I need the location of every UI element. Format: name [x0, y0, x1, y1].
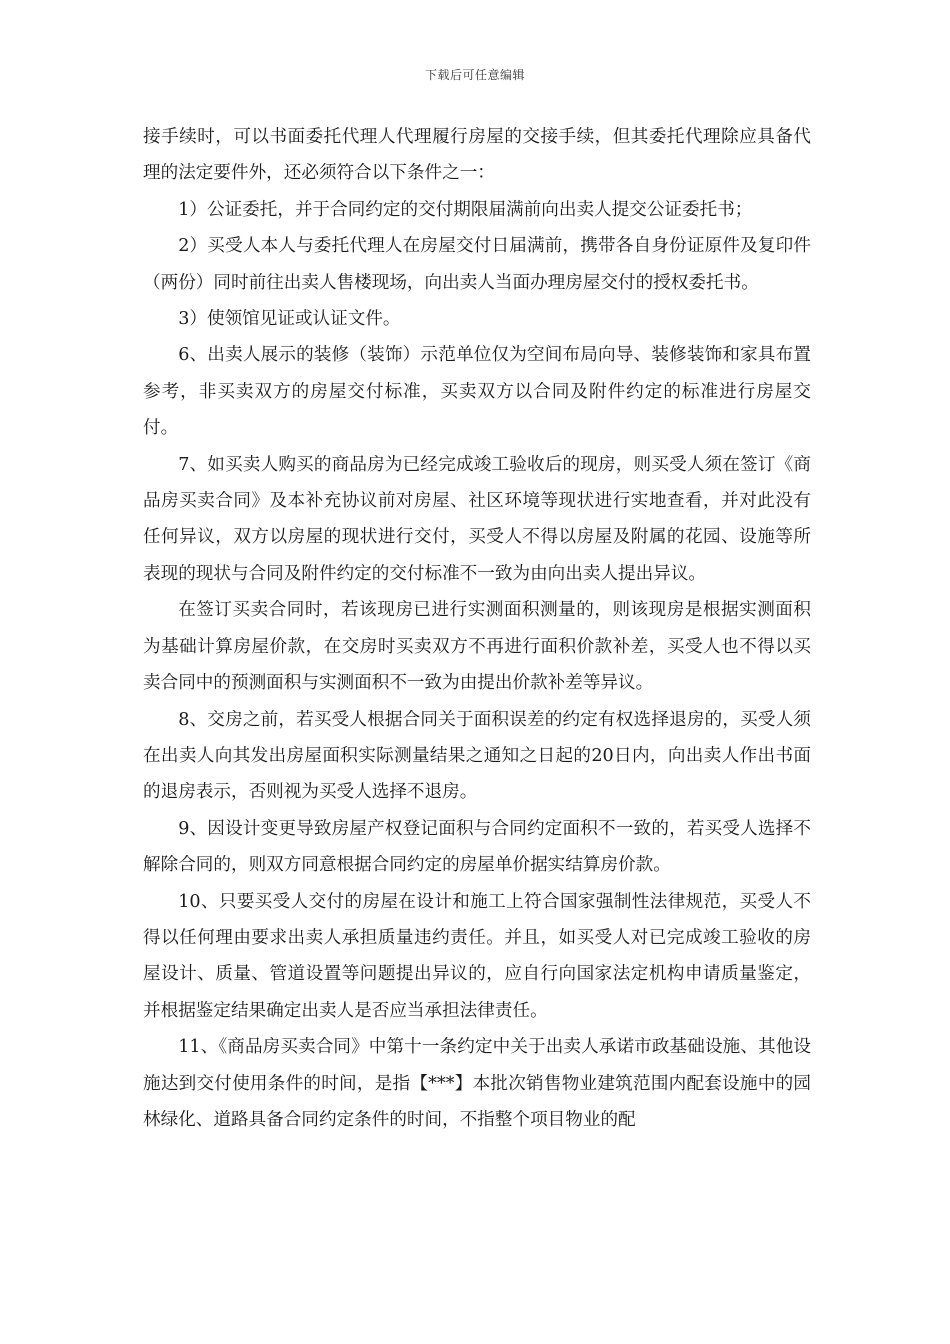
page-header: 下载后可任意编辑 [424, 68, 525, 82]
paragraph: 3）使领馆见证或认证文件。 [178, 309, 401, 330]
paragraph: 8、交房之前，若买受人根据合同关于面积误差的约定有权选择退房的，买受人须在出卖人向其发出房屋面积实际测量结果之通知之日起的20日内，向出卖人作出书面的退房表示，否则视为买受人选择不退房。 [143, 709, 811, 803]
paragraph: 11、《商品房买卖合同》中第十一条约定中关于出卖人承诺市政基础设施、其他设施达到交付使用条件的时间，是指【***】本批次销售物业建筑范围内配套设施中的园林绿化、道路具备合同约定条件的时间，不指整个项目物业的配 [143, 1037, 811, 1130]
paragraph: 2）买受人本人与委托代理人在房屋交付日届满前，携带各自身份证原件及复印件（两份）同时前往出卖人售楼现场，向出卖人当面办理房屋交付的授权委托书。 [143, 236, 811, 293]
paragraph: 1）公证委托，并于合同约定的交付期限届满前向出卖人提交公证委托书； [178, 199, 753, 220]
paragraph: 6、出卖人展示的装修（装饰）示范单位仅为空间布局向导、装修装饰和家具布置参考，非买卖双方的房屋交付标准，买卖双方以合同及附件约定的标准进行房屋交付。 [143, 345, 811, 439]
paragraph: 在签订买卖合同时，若该现房已进行实测面积测量的，则该现房是根据实测面积为基础计算房屋价款，在交房时买卖双方不再进行面积价款补差，买受人也不得以买卖合同中的预测面积与实测面积不一致为由提出价款补差等异议。 [143, 600, 811, 694]
document-body [143, 119, 811, 1138]
paragraph: 7、如买卖人购买的商品房为已经完成竣工验收后的现房，则买受人须在签订《商品房买卖合同》及本补充协议前对房屋、社区环境等现状进行实地查看，并对此没有任何异议，双方以房屋的现状进行交付，买受人不得以房屋及附属的花园、设施等所表现的现状与合同及附件约定的交付标准不一致为由向出卖人提出异议。 [143, 454, 811, 584]
paragraph: 接手续时，可以书面委托代理人代理履行房屋的交接手续，但其委托代理除应具备代理的法定要件外，还必须符合以下条件之一： [143, 127, 811, 184]
paragraph: 10、只要买受人交付的房屋在设计和施工上符合国家强制性法律规范，买受人不得以任何理由要求出卖人承担质量违约责任。并且，如买受人对已完成竣工验收的房屋设计、质量、管道设置等问题提出异议的，应自行向国家法定机构申请质量鉴定，并根据鉴定结果确定出卖人是否应当承担法律责任。 [143, 891, 811, 1021]
paragraph: 9、因设计变更导致房屋产权登记面积与合同约定面积不一致的，若买受人选择不解除合同的，则双方同意根据合同约定的房屋单价据实结算房价款。 [143, 818, 811, 876]
